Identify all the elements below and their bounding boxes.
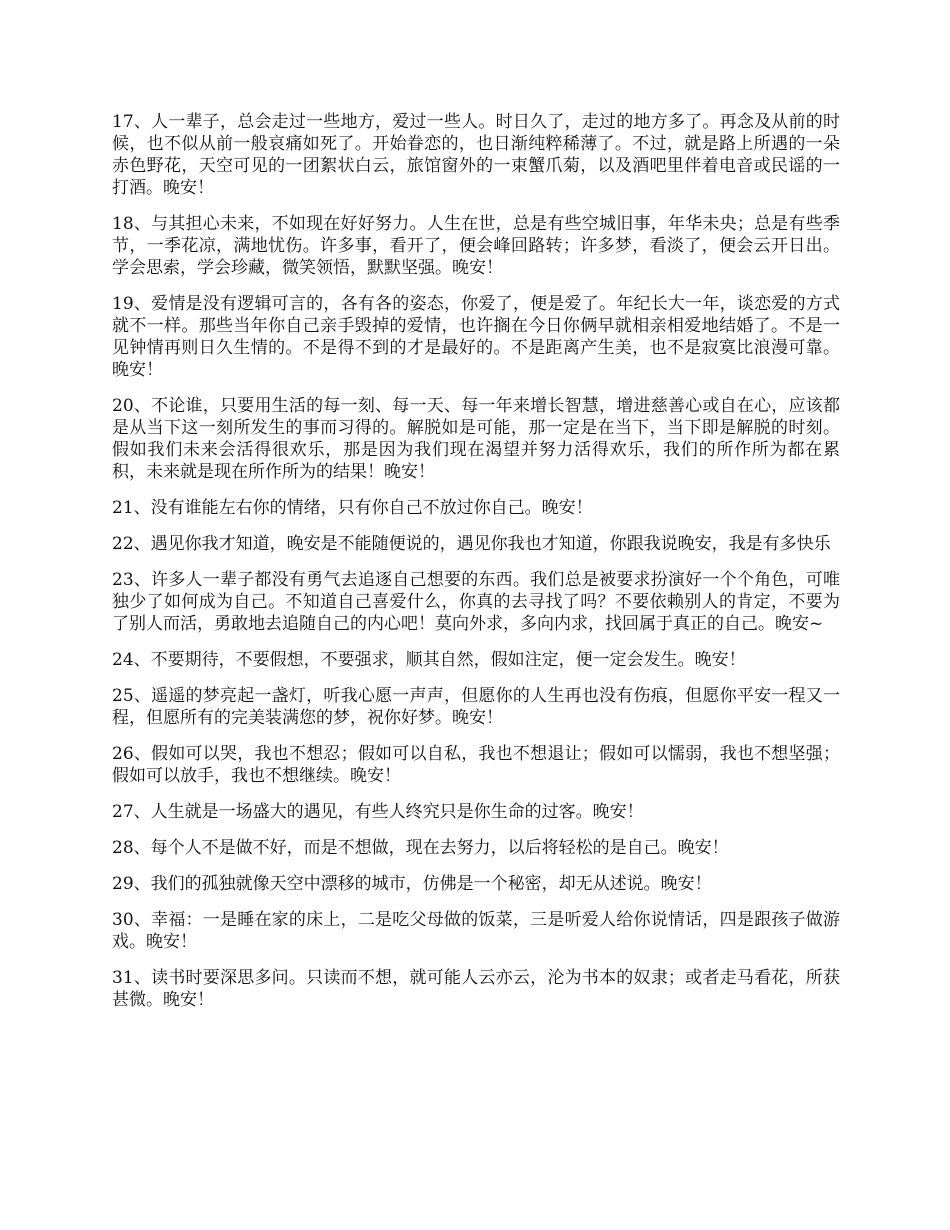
paragraph-25: 25、遥遥的梦亮起一盏灯，听我心愿一声声，但愿你的人生再也没有伤痕，但愿你平安一程又一程，但愿所有的完美装满您的梦，祝你好梦。晚安！	[112, 686, 840, 728]
paragraph-27: 27、人生就是一场盛大的遇见，有些人终究只是你生命的过客。晚安！	[112, 802, 644, 822]
paragraph-24: 24、不要期待，不要假想，不要强求，顺其自然，假如注定，便一定会发生。晚安！	[112, 650, 746, 670]
document-page	[112, 111, 840, 1025]
paragraph-19: 19、爱情是没有逻辑可言的，各有各的姿态，你爱了，便是爱了。年纪长大一年，谈恋爱的方式就不一样。那些当年你自己亲手毁掉的爱情，也许搁在今日你俩早就相亲相爱地结婚了。不是一见钟情再则日久生情的。不是得不到的才是最好的。不是距离产生美，也不是寂寞比浪漫可靠。晚安！	[112, 294, 840, 380]
paragraph-23: 23、许多人一辈子都没有勇气去追逐自己想要的东西。我们总是被要求扮演好一个个角色，可唯独少了如何成为自己。不知道自己喜爱什么，你真的去寻找了吗？不要依赖别人的肯定，不要为了别人而活，勇敢地去追随自己的内心吧！莫向外求，多向内求，找回属于真正的自己。晚安~	[112, 570, 840, 634]
paragraph-26: 26、假如可以哭，我也不想忍；假如可以自私，我也不想退让；假如可以懦弱，我也不想坚强；假如可以放手，我也不想继续。晚安！	[112, 744, 840, 786]
paragraph-20: 20、不论谁，只要用生活的每一刻、每一天、每一年来增长智慧，增进慈善心或自在心，应该都是从当下这一刻所发生的事而习得的。解脱如是可能，那一定是在当下，当下即是解脱的时刻。假如我们未来会活得很欢乐，那是因为我们现在渴望并努力活得欢乐，我们的所作所为都在累积，未来就是现在所作所为的结果！晚安！	[112, 396, 840, 482]
paragraph-17: 17、人一辈子，总会走过一些地方，爱过一些人。时日久了，走过的地方多了。再念及从前的时候，也不似从前一般哀痛如死了。开始眷恋的，也日渐纯粹稀薄了。不过，就是路上所遇的一朵赤色野花，天空可见的一团絮状白云，旅馆窗外的一束蟹爪菊，以及酒吧里伴着电音或民谣的一打酒。晚安！	[112, 112, 840, 198]
paragraph-31: 31、读书时要深思多问。只读而不想，就可能人云亦云，沦为书本的奴隶；或者走马看花，所获甚微。晚安！	[112, 968, 840, 1010]
paragraph-28: 28、每个人不是做不好，而是不想做，现在去努力，以后将轻松的是自己。晚安！	[112, 838, 729, 858]
paragraph-30: 30、幸福：一是睡在家的床上，二是吃父母做的饭菜，三是听爱人给你说情话，四是跟孩子做游戏。晚安！	[112, 910, 840, 952]
paragraph-21: 21、没有谁能左右你的情绪，只有你自己不放过你自己。晚安！	[112, 498, 593, 518]
paragraph-29: 29、我们的孤独就像天空中漂移的城市，仿佛是一个秘密，却无从述说。晚安！	[112, 874, 712, 894]
paragraph-18: 18、与其担心未来，不如现在好好努力。人生在世，总是有些空城旧事，年华未央；总是有些季节，一季花凉，满地忧伤。许多事，看开了，便会峰回路转；许多梦，看淡了，便会云开日出。学会思索，学会珍藏，微笑领悟，默默坚强。晚安！	[112, 214, 840, 278]
paragraph-22: 22、遇见你我才知道，晚安是不能随便说的，遇见你我也才知道，你跟我说晚安，我是有多快乐	[112, 534, 831, 554]
